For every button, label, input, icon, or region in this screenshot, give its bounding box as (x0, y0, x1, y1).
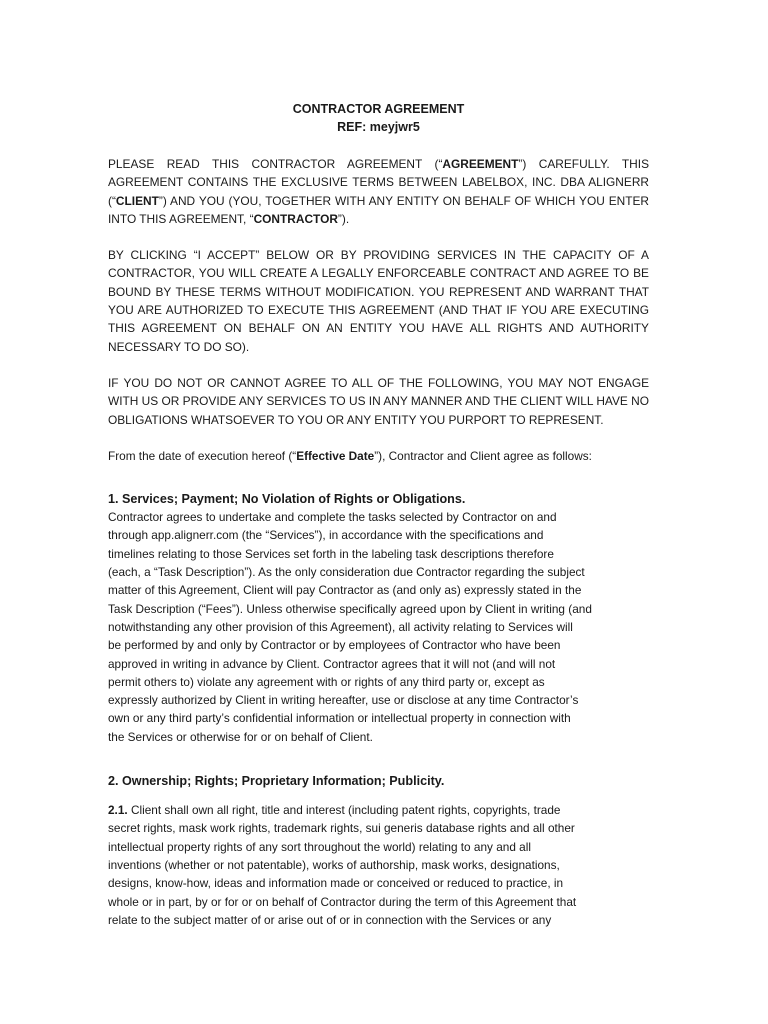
intro-term-client: CLIENT (115, 193, 159, 208)
section-1-heading: 1. Services; Payment; No Violation of Rights or Obligations. (108, 492, 466, 507)
section-1-line: Task Description (“Fees”). Unless otherwise specifically agreed upon by Client in writing (and (108, 601, 592, 616)
clause-2-1-line: secret rights, mask work rights, trademark rights, sui generis database rights and all other (108, 821, 575, 836)
section-1-line: permit others to) violate any agreement with or rights of any third party or, except as (108, 674, 545, 689)
intro-text-2: ”) CAREFULLY. THIS AGREEMENT CONTAINS THE EXCLUSIVE TERMS BETWEEN LABELBOX, INC. DBA ALIGNERR (“ (108, 157, 650, 208)
clause-2-1-line: designs, know-how, ideas and information made or conceived or reduced to practice, in (108, 876, 564, 891)
section-1-line: timelines relating to those Services set forth in the labeling task descriptions therefore (108, 546, 554, 561)
clause-2-1-text: Client shall own all right, title and interest (including patent rights, copyrights, trade (127, 803, 561, 818)
clause-2-1-line: relate to the subject matter of or arise out of or in connection with the Services or any (108, 912, 552, 927)
intro-text-4: ”). (337, 211, 350, 226)
effective-text-2: ”), Contractor and Client agree as follows: (374, 448, 592, 463)
accept-paragraph: BY CLICKING “I ACCEPT” BELOW OR BY PROVIDING SERVICES IN THE CAPACITY OF A CONTRACTOR, YOU WILL CREATE A LEGALLY ENFORCEABLE CONTRACT AND AGREE TO BE BOUND BY THESE TERMS WITHOUT MODIFICATION. YOU REPRESENT AND WARRANT THAT YOU ARE AUTHORIZED TO EXECUTE THIS AGREEMENT (AND THAT IF YOU ARE EXECUTING THIS AGREEMENT ON BEHALF ON AN ENTITY YOU HAVE ALL RIGHTS AND AUTHORITY NECESSARY TO DO SO). (108, 248, 649, 354)
section-1-line: be performed by and only by Contractor or by employees of Contractor who have been (108, 638, 561, 653)
document-ref: REF: meyjwr5 (337, 120, 420, 134)
intro-paragraph (108, 155, 649, 228)
section-1-line: notwithstanding any other provision of this Agreement), all activity relating to Services will (108, 619, 573, 634)
clause-2-1-line: inventions (whether or not patentable), works of authorship, mask works, designations, (108, 857, 560, 872)
intro-text-3: ”) AND YOU (YOU, TOGETHER WITH ANY ENTITY ON BEHALF OF WHICH YOU ENTER INTO THIS AGREEMENT, “ (108, 193, 649, 226)
intro-term-contractor: CONTRACTOR (253, 211, 338, 226)
effective-text-1: From the date of execution hereof (“ (108, 448, 297, 463)
effective-date-paragraph (108, 447, 649, 465)
section-1-line: (each, a “Task Description”). As the only consideration due Contractor regarding the subject (108, 565, 585, 580)
section-1-line: expressly authorized by Client in writing hereafter, use or disclose at any time Contractor’s (108, 693, 579, 708)
section-1-line: matter of this Agreement, Client will pay Contractor as (and only as) expressly stated in the (108, 583, 582, 598)
section-1-line: through app.alignerr.com (the “Services”), in accordance with the specifications and (108, 528, 544, 543)
document-title: CONTRACTOR AGREEMENT (292, 102, 465, 116)
section-2-body (108, 801, 649, 929)
section-1-line: own or any third party’s confidential information or intellectual property in connection with (108, 711, 571, 726)
section-1-line: the Services or otherwise for or on behalf of Client. (108, 729, 373, 744)
decline-paragraph: IF YOU DO NOT OR CANNOT AGREE TO ALL OF THE FOLLOWING, YOU MAY NOT ENGAGE WITH US OR PROVIDE ANY SERVICES TO US IN ANY MANNER AND THE CLIENT WILL HAVE NO OBLIGATIONS WHATSOEVER TO YOU OR ANY ENTITY YOU PURPORT TO REPRESENT. (108, 375, 649, 427)
section-1-body (108, 508, 649, 746)
intro-term-agreement: AGREEMENT (442, 157, 519, 171)
clause-2-1-number: 2.1. (108, 803, 128, 818)
clause-2-1-line: intellectual property rights of any sort throughout the world) relating to any and all (108, 839, 531, 854)
document-body (108, 100, 649, 929)
clause-2-1-line (108, 801, 649, 819)
effective-date-term: Effective Date (296, 448, 375, 463)
section-1-line: Contractor agrees to undertake and complete the tasks selected by Contractor on and (108, 510, 557, 525)
clause-2-1-line: whole or in part, by or for or on behalf of Contractor during the term of this Agreement that (108, 894, 577, 909)
intro-text-1: PLEASE READ THIS CONTRACTOR AGREEMENT (“ (108, 157, 443, 171)
section-2-heading: 2. Ownership; Rights; Proprietary Information; Publicity. (108, 774, 445, 789)
section-1-line: approved in writing in advance by Client. Contractor agrees that it will not (and will not (108, 656, 556, 671)
